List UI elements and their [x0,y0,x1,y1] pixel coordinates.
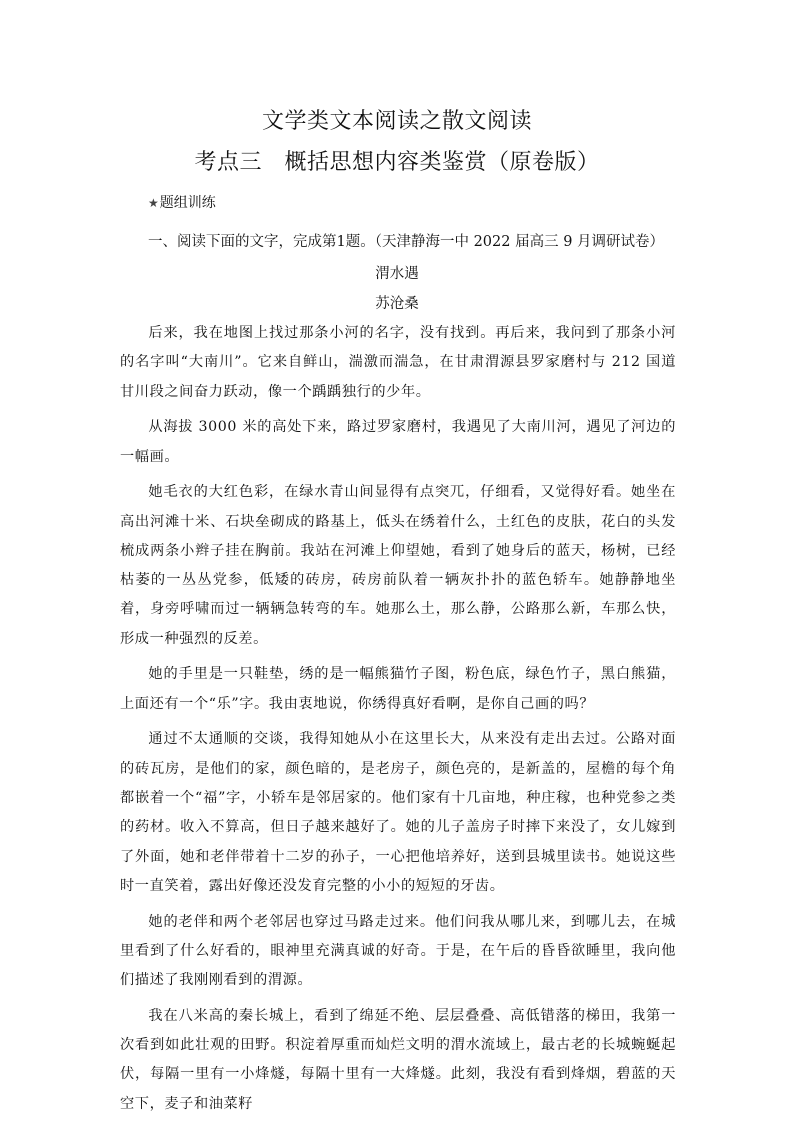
essay-body [120,319,676,1125]
essay-paragraph: 我在八米高的秦长城上，看到了绵延不绝、层层叠叠、高低错落的梯田，我第一次看到如此壮观的田野。积淀着厚重而灿烂文明的渭水流域上，最古老的长城蜿蜒起伏，每隔一里有一小烽燧，每隔十里有一大烽燧。此刻，我没有看到烽烟，碧蓝的天空下，麦子和油菜籽 [120,1007,676,1112]
essay-title: 渭水遇 [375,266,419,282]
essay-paragraph: 她的老伴和两个老邻居也穿过马路走过来。他们问我从哪儿来，到哪儿去，在城里看到了什么好看的，眼神里充满真诚的好奇。于是，在午后的昏昏欲睡里，我向他们描述了我刚刚看到的渭源。 [120,913,676,989]
essay-paragraph: 后来，我在地图上找过那条小河的名字，没有找到。再后来，我问到了那条小河的名字叫“大南川”。它来自鲜山，湍激而湍急，在甘肃渭源县罗家磨村与 212 国道甘川段之间奋力跃动，像一个踽踽独行的少年。 [120,325,676,400]
training-label-text: 题组训练 [159,195,216,211]
star-icon: ★ [148,196,159,210]
essay-author: 苏沧桑 [375,296,419,312]
question-intro: 一、阅读下面的文字，完成第1题。（天津静海一中 2022 届高三 9 月调研试卷） [148,234,665,250]
essay-paragraph: 她的手里是一只鞋垫，绣的是一幅熊猫竹子图，粉色底，绿色竹子，黑白熊猫，上面还有一个“乐”字。我由衷地说，你绣得真好看啊，是你自己画的吗？ [120,666,676,712]
essay-paragraph: 她毛衣的大红色彩，在绿水青山间显得有点突兀，仔细看，又觉得好看。她坐在高出河滩十米、石块垒砌成的路基上，低头在绣着什么，土红色的皮肤，花白的头发梳成两条小辫子挂在胸前。我站在河滩上仰望她，看到了她身后的蓝天，杨树，已经枯萎的一丛丛党参，低矮的砖房，砖房前队着一辆灰扑扑的蓝色轿车。她静静地坐着，身旁呼啸而过一辆辆急转弯的车。她那么土，那么静，公路那么新，车那么快，形成一种强烈的反差。 [120,484,676,647]
training-section-label [148,192,216,212]
document-title: 文学类文本阅读之散文阅读 [261,109,532,134]
essay-paragraph: 从海拔 3000 米的高处下来，路过罗家磨村，我遇见了大南川河，遇见了河边的一幅画。 [120,419,676,465]
essay-paragraph: 通过不太通顺的交谈，我得知她从小在这里长大，从来没有走出去过。公路对面的砖瓦房，是他们的家，颜色暗的，是老房子，颜色亮的，是新盖的，屋檐的每个角都嵌着一个“福”字，小轿车是邻居家的。他们家有十几亩地，种庄稼，也种党参之类的药材。收入不算高，但日子越来越好了。她的儿子盖房子时摔下来没了，女儿嫁到了外面，她和老伴带着十二岁的孙子，一心把他培养好，送到县城里读书。她说这些时一直笑着，露出好像还没发育完整的小小的短短的牙齿。 [120,731,676,894]
document-subtitle: 考点三 概括思想内容类鉴赏（原卷版） [194,150,600,175]
